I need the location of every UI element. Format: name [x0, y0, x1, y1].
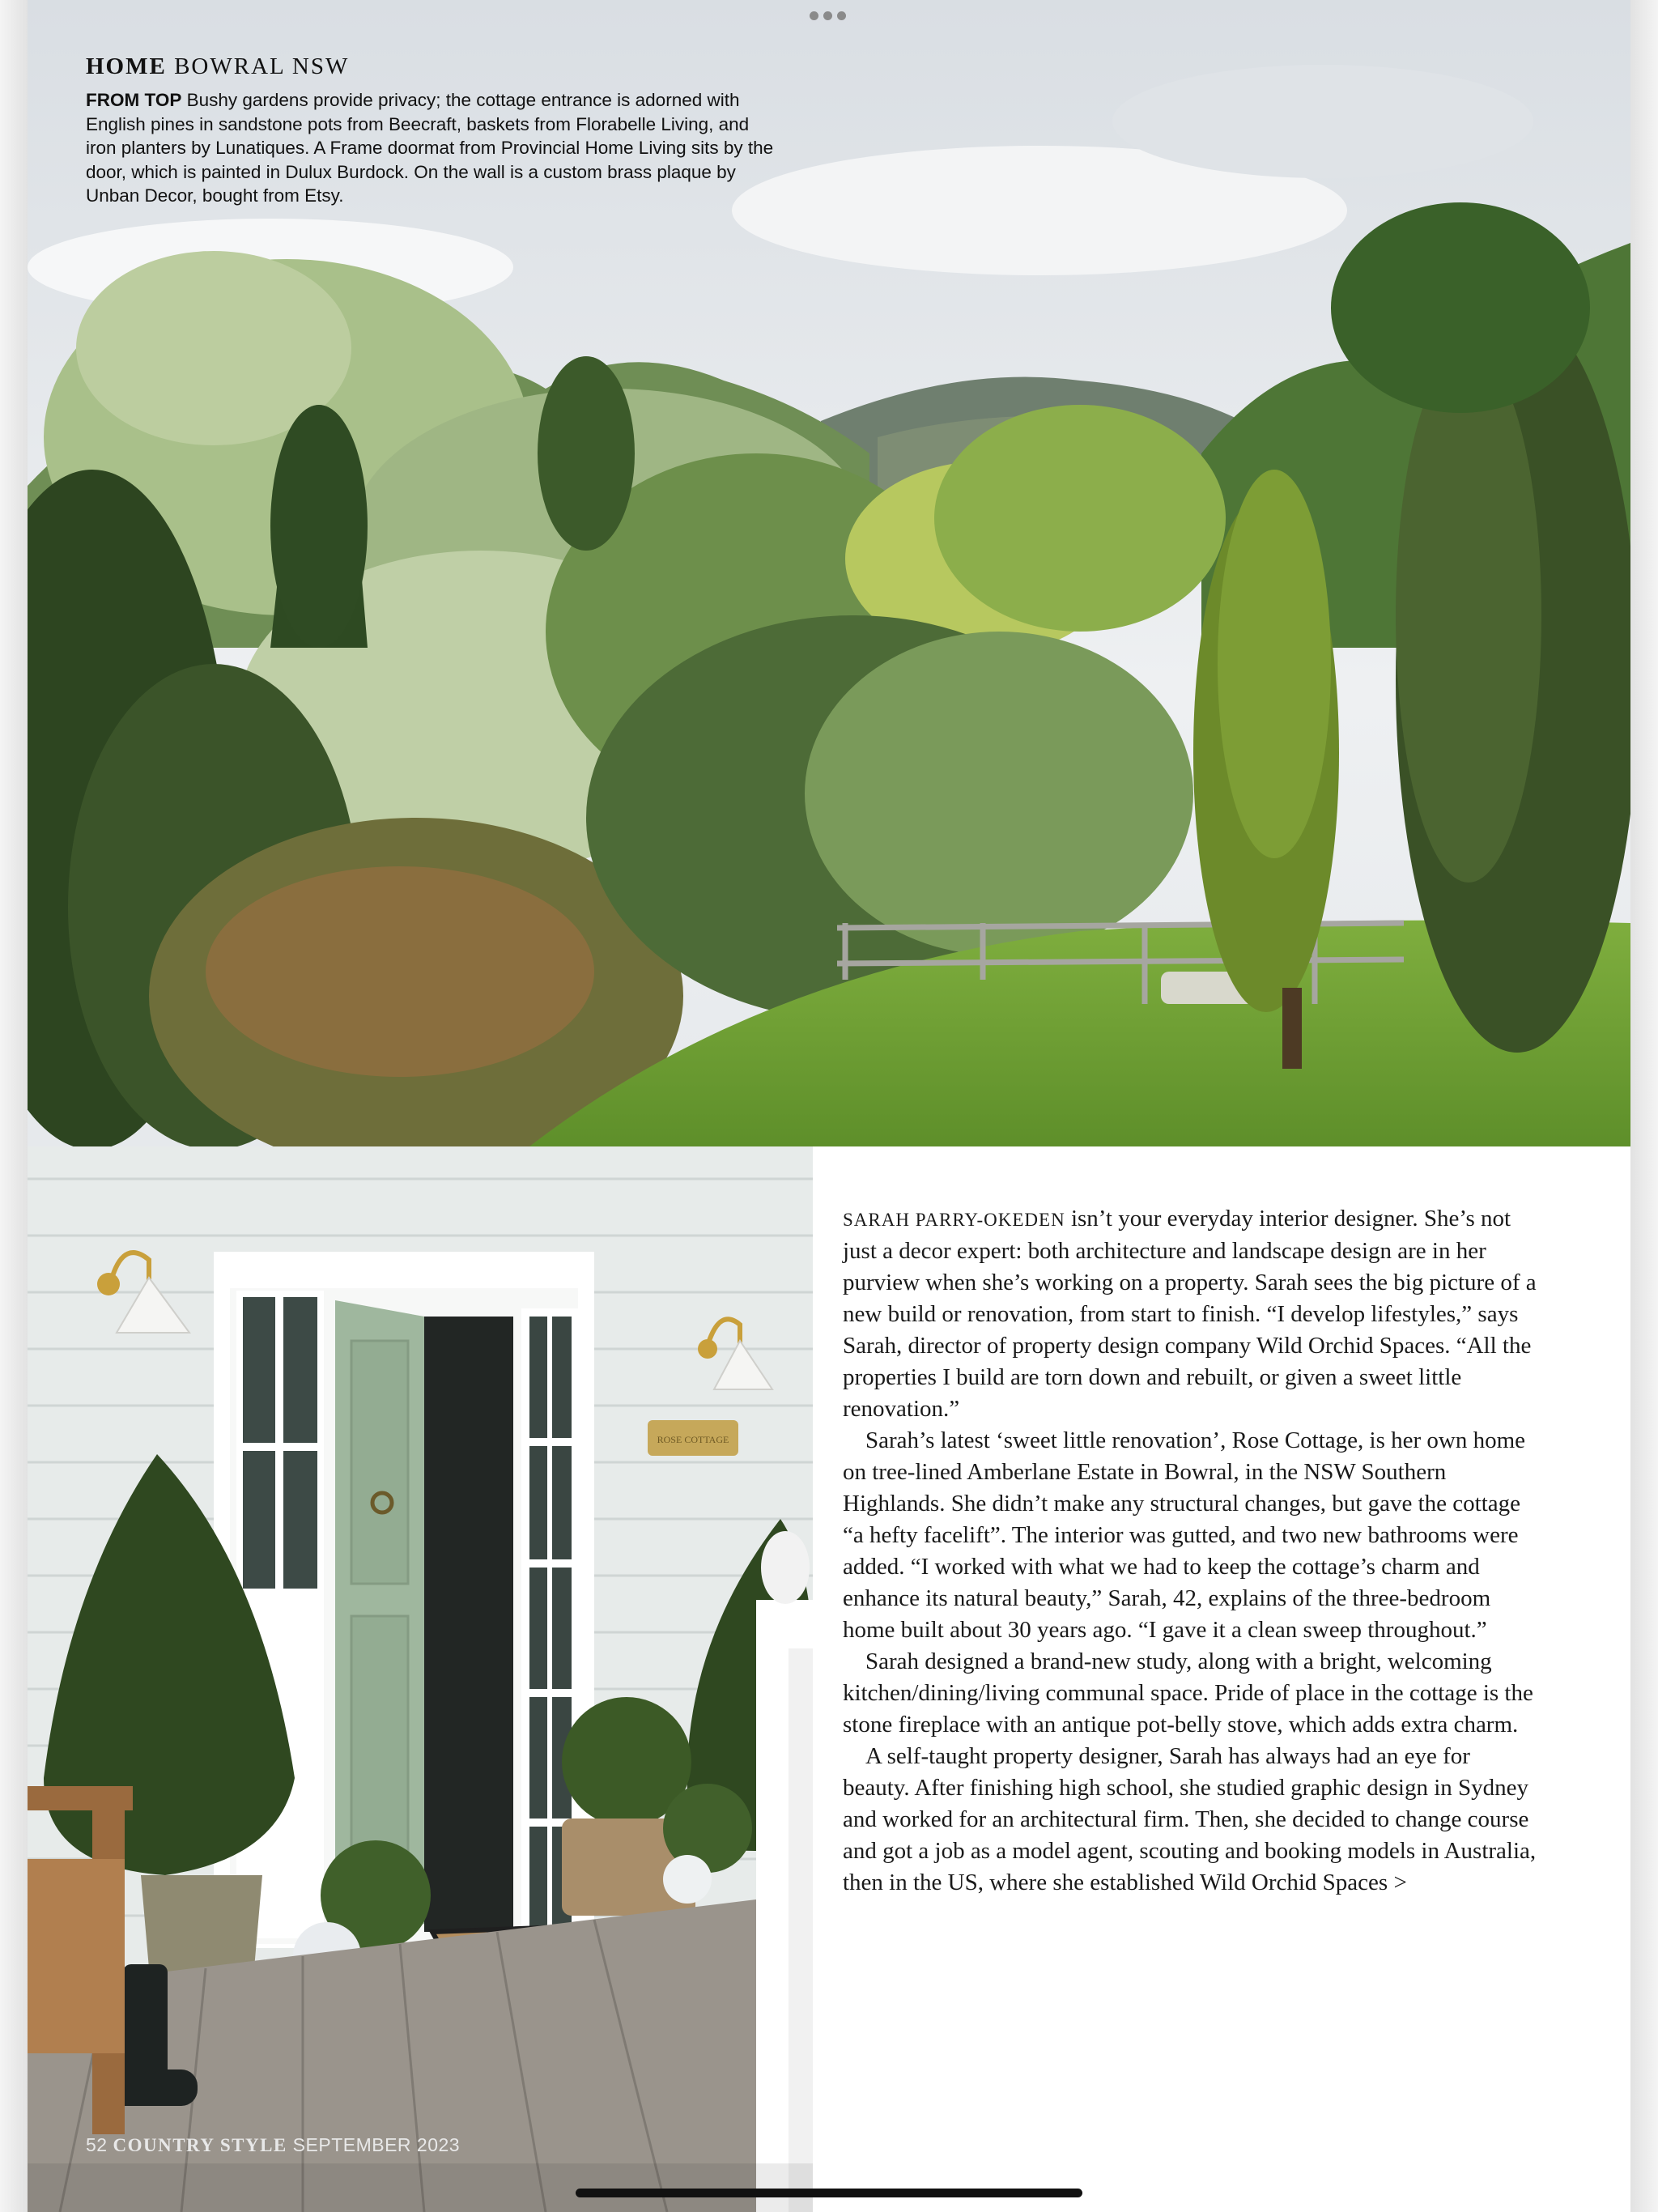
article-paragraph-1 [843, 1203, 1539, 1425]
page-edge-left [0, 0, 28, 2212]
section-label [86, 53, 782, 80]
article-body [843, 1203, 1539, 1899]
page-footer [86, 2134, 460, 2156]
page-number: 52 [86, 2134, 108, 2155]
article-paragraph-4: A self-taught property designer, Sarah has always had an eye for beauty. After finishing high school, she studied graphic design in Sydney and worked for an architectural firm. Then, she decided to change course and got a job as a model agent, scouting and booking models in Australia, then in the US, where she established Wild Orchid Spaces > [843, 1743, 1537, 1895]
home-indicator[interactable] [576, 2189, 1082, 2197]
caption-text: Bushy gardens provide privacy; the cottage entrance is adorned with English pines in sandstone pots from Beecraft, baskets from Florabelle Living, and iron planters by Lunatiques. A Frame doormat from Provincial Home Living sits by the door, which is painted in Dulux Burdock. On the wall is a custom brass plaque by Unban Decor, bought from Etsy. [86, 90, 774, 206]
magazine-page[interactable] [28, 0, 1630, 2212]
magazine-brand: COUNTRY STYLE [113, 2135, 287, 2155]
more-options-icon[interactable] [810, 11, 846, 20]
page-edge-right [1630, 0, 1658, 2212]
porch-photo [28, 1146, 813, 2212]
section-label-location: BOWRAL NSW [166, 53, 350, 79]
article-paragraph-1-text: isn’t your everyday interior designer. She’s not just a decor expert: both architecture and landscape design are in her purview when she’s working on a property. Sarah sees the big picture of a new build or renovation, from start to finish. “I develop lifestyles,” says Sarah, director of property design company Wild Orchid Spaces. “All the properties I build are torn down and rebuilt, or given a sweet little renovation.” [843, 1206, 1537, 1422]
caption-block [86, 53, 782, 208]
article-lead-name: SARAH PARRY-OKEDEN [843, 1210, 1065, 1230]
article-paragraph-3: Sarah designed a brand-new study, along with a bright, welcoming kitchen/dining/living communal space. Pride of place in the cottage is the stone fireplace with an antique pot-belly stove, which adds extra charm. [843, 1648, 1533, 1738]
photo-caption [86, 88, 782, 208]
caption-lead: FROM TOP [86, 90, 182, 110]
article-paragraph-2: Sarah’s latest ‘sweet little renovation’, Rose Cottage, is her own home on tree-lined Amberlane Estate in Bowral, in the NSW Southern Highlands. She didn’t make any structural changes, but gave the cottage “a hefty facelift”. The interior was gutted, and two new bathrooms were added. “I worked with what we had to keep the cottage’s charm and enhance its natural beauty,” Sarah, 42, explains of the three-bedroom home built about 30 years ago. “I gave it a clean sweep throughout.” [843, 1427, 1526, 1643]
issue-date: SEPTEMBER 2023 [292, 2134, 461, 2155]
brass-plaque-text: ROSE COTTAGE [657, 1434, 729, 1445]
section-label-bold: HOME [86, 53, 167, 79]
